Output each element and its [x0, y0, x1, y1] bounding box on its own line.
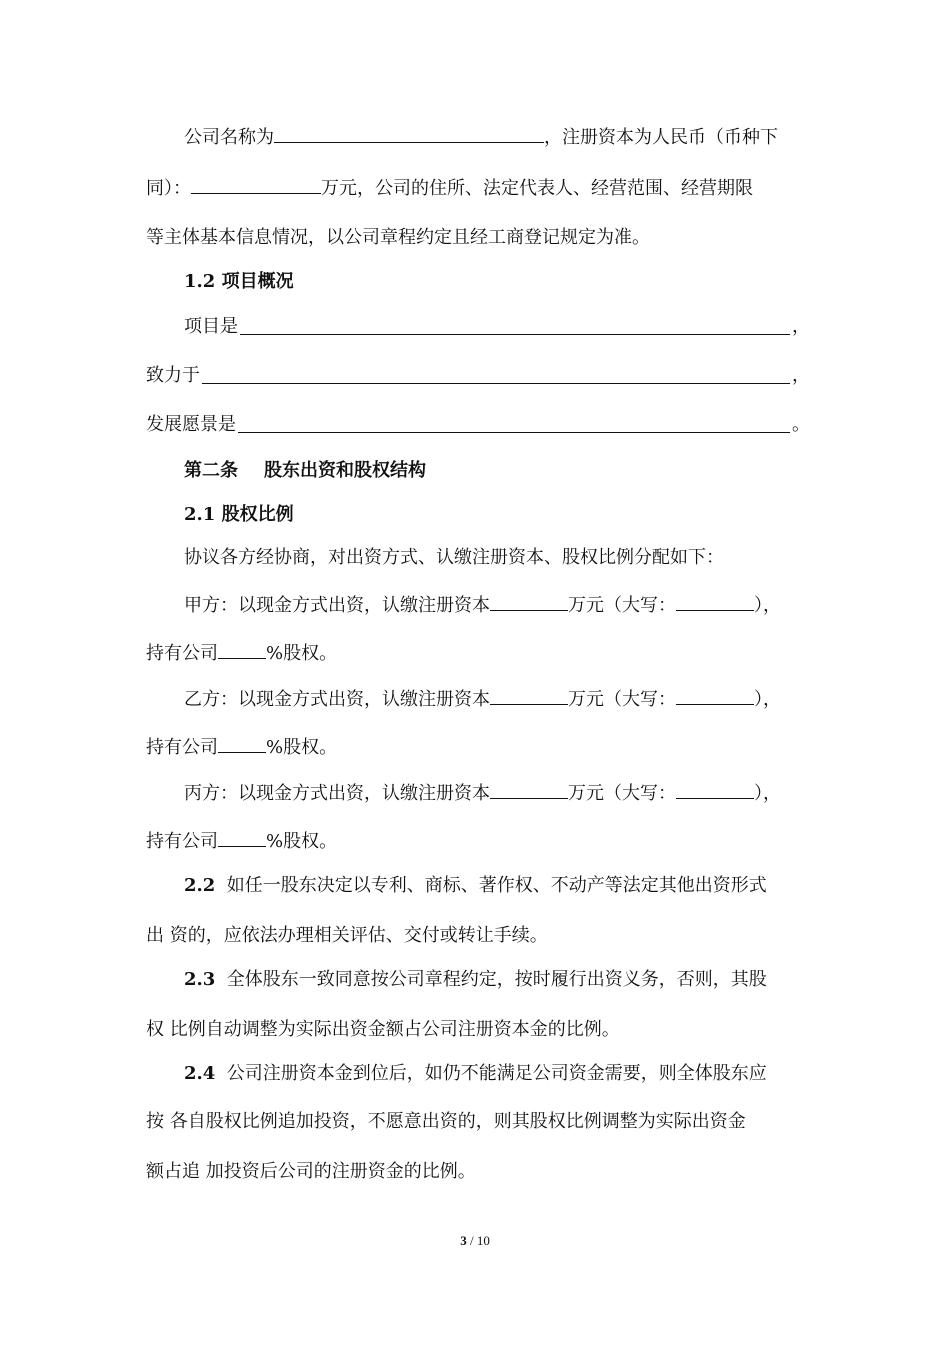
project-line	[184, 315, 810, 339]
registered-capital-label: ，注册资本为人民币（币种下	[544, 127, 778, 148]
project-blank[interactable]	[240, 316, 790, 335]
party-name: 丙方	[184, 783, 220, 804]
capital-uppercase-blank[interactable]	[676, 592, 754, 611]
section-2-4-line-2: 按 各自股权比例追加投资，不愿意出资的，则其股权比例调整为实际出资金	[146, 1111, 746, 1132]
text-fragment: %股权。	[266, 737, 338, 758]
text-fragment: 全体股东一致同意按公司章程约定，按时履行出资义务，否则，其股	[226, 969, 767, 990]
party-c-share-line	[146, 828, 810, 854]
share-percent-blank[interactable]	[218, 828, 266, 847]
text-fragment: 如任一股东决定以专利、商标、著作权、不动产等法定其他出资形式	[226, 875, 767, 896]
text-fragment: 万元（大写：	[568, 689, 676, 710]
text-fragment: ：以现金方式出资，认缴注册资本	[220, 783, 490, 804]
text-fragment: ：以现金方式出资，认缴注册资本	[220, 595, 490, 616]
text-fragment: 同）：	[146, 178, 191, 199]
text-fragment: 持有公司	[146, 737, 218, 758]
party-name: 乙方	[184, 689, 220, 710]
company-name-line	[184, 124, 810, 150]
section-2-1-intro: 协议各方经协商，对出资方式、认缴注册资本、股权比例分配如下：	[184, 547, 724, 568]
text-fragment: 持有公司	[146, 831, 218, 852]
page-number	[0, 1233, 950, 1249]
party-name: 甲方	[184, 595, 220, 616]
clause-number: 2.4	[184, 1063, 216, 1084]
text-fragment: 万元，公司的住所、法定代表人、经营范围、经营期限	[321, 178, 753, 199]
current-page: 3	[460, 1233, 467, 1248]
text-fragment: 等主体基本信息情况，以公司章程约定且经工商登记规定为准。	[146, 227, 650, 248]
text-fragment: 万元（大写：	[568, 595, 676, 616]
capital-uppercase-blank[interactable]	[676, 686, 754, 705]
text-fragment: %股权。	[266, 643, 338, 664]
text-fragment: ：以现金方式出资，认缴注册资本	[220, 689, 490, 710]
section-2-3-line-1	[184, 968, 810, 992]
share-percent-blank[interactable]	[218, 734, 266, 753]
capital-blank[interactable]	[490, 686, 568, 705]
party-b-share-line	[146, 734, 810, 760]
section-2-2-line-1	[184, 874, 810, 898]
vision-line	[146, 413, 810, 437]
article-2-title	[184, 459, 810, 483]
section-2-4-line-1	[184, 1062, 810, 1086]
text-fragment: 万元（大写：	[568, 783, 676, 804]
section-2-4-line-3: 额占追 加投资后公司的注册资金的比例。	[146, 1161, 476, 1182]
capital-blank[interactable]	[490, 592, 568, 611]
company-name-label: 公司名称为	[184, 127, 274, 148]
clause-number: 2.2	[184, 875, 216, 896]
capital-blank[interactable]	[490, 780, 568, 799]
punctuation: ），	[754, 595, 781, 616]
devoted-line	[146, 364, 810, 388]
punctuation: ，	[792, 316, 810, 337]
page-separator: /	[466, 1233, 477, 1248]
punctuation: 。	[792, 414, 810, 435]
total-pages: 10	[476, 1233, 490, 1248]
capital-amount-line	[146, 175, 810, 201]
vision-blank[interactable]	[238, 414, 790, 433]
section-2-2-line-2: 出 资的，应依法办理相关评估、交付或转让手续。	[146, 925, 548, 946]
party-b-line	[184, 686, 810, 712]
punctuation: ，	[792, 365, 810, 386]
party-c-line	[184, 780, 810, 806]
party-a-line	[184, 592, 810, 618]
punctuation: ），	[754, 689, 781, 710]
section-1-2-heading: 1.2 项目概况	[184, 271, 294, 292]
clause-number: 2.3	[184, 969, 216, 990]
share-percent-blank[interactable]	[218, 640, 266, 659]
text-fragment: 公司注册资本金到位后，如仍不能满足公司资金需要，则全体股东应	[226, 1063, 767, 1084]
devoted-label: 致力于	[146, 365, 200, 386]
text-fragment: 持有公司	[146, 643, 218, 664]
punctuation: ），	[754, 783, 781, 804]
basic-info-line	[146, 226, 810, 250]
section-2-1-heading: 2.1 股权比例	[184, 504, 294, 525]
vision-label: 发展愿景是	[146, 414, 236, 435]
project-label: 项目是	[184, 316, 238, 337]
section-2-3-line-2: 权 比例自动调整为实际出资金额占公司注册资本金的比例。	[146, 1019, 620, 1040]
party-a-share-line	[146, 640, 810, 666]
devoted-blank[interactable]	[202, 365, 790, 384]
company-name-blank[interactable]	[274, 124, 544, 143]
capital-amount-blank[interactable]	[191, 175, 321, 194]
text-fragment: %股权。	[266, 831, 338, 852]
capital-uppercase-blank[interactable]	[676, 780, 754, 799]
article-number: 第二条	[184, 460, 238, 481]
article-heading: 股东出资和股权结构	[264, 460, 426, 481]
